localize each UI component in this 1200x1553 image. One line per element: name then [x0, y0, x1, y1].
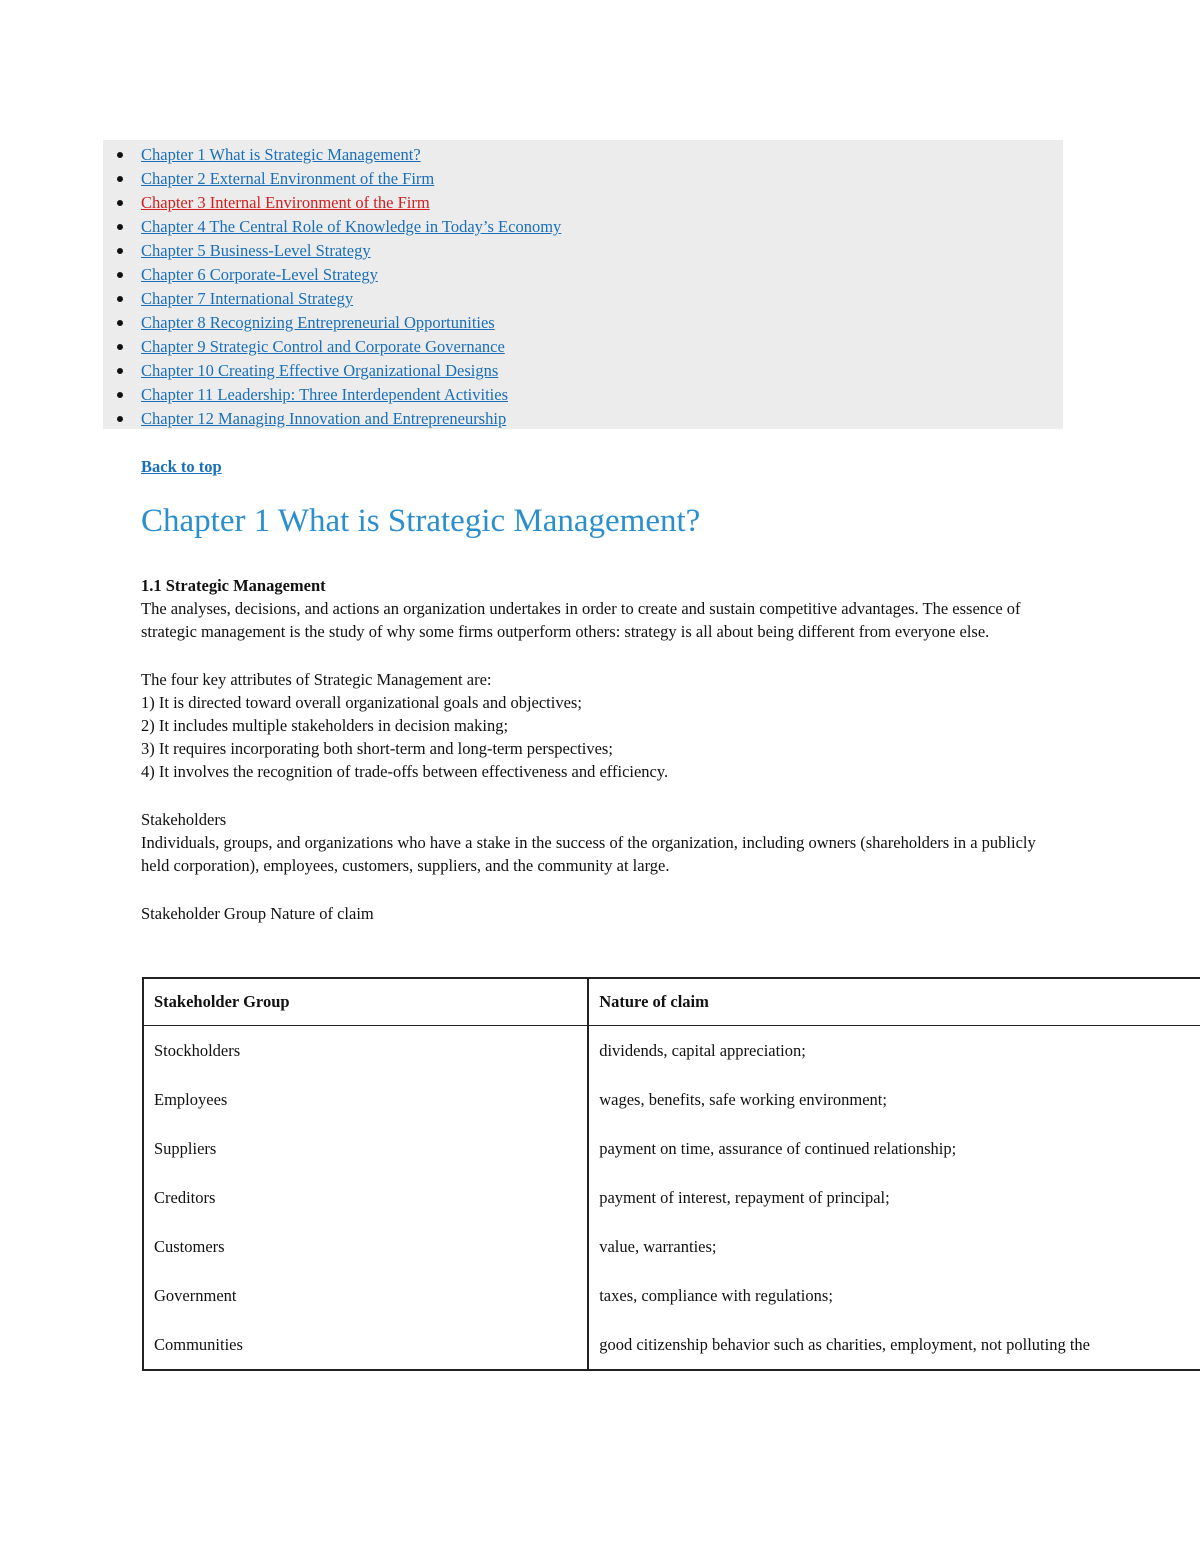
table-row: [143, 1320, 1200, 1370]
toc-item: [103, 408, 1063, 432]
toc-item: [103, 264, 1063, 288]
nature-of-claim-cell: payment of interest, repayment of principal;: [588, 1173, 1200, 1222]
bullet-icon: [117, 224, 123, 230]
spacer: [141, 877, 1051, 902]
stakeholder-table: [142, 977, 1200, 1371]
spacer: [141, 783, 1051, 808]
table-row: [143, 1124, 1200, 1173]
table-caption: Stakeholder Group Nature of claim: [141, 904, 374, 923]
toc-link-chapter-9[interactable]: Chapter 9 Strategic Control and Corporate Governance: [141, 337, 505, 356]
attribute-item: 1) It is directed toward overall organizational goals and objectives;: [141, 693, 582, 712]
stakeholder-group-cell: Creditors: [143, 1173, 588, 1222]
stakeholders-title: Stakeholders: [141, 810, 227, 829]
stakeholder-group-cell: Employees: [143, 1075, 588, 1124]
nature-of-claim-cell: wages, benefits, safe working environment;: [588, 1075, 1200, 1124]
header-stakeholder-group: Stakeholder Group: [143, 978, 588, 1026]
bullet-icon: [117, 392, 123, 398]
toc-link-chapter-2[interactable]: Chapter 2 External Environment of the Firm: [141, 169, 435, 188]
toc-item: [103, 192, 1063, 216]
bullet-icon: [117, 176, 123, 182]
nature-of-claim-cell: dividends, capital appreciation;: [588, 1026, 1200, 1076]
toc-link-chapter-5[interactable]: Chapter 5 Business-Level Strategy: [141, 241, 371, 260]
bullet-icon: [117, 320, 123, 326]
attribute-item: 4) It involves the recognition of trade-offs between effectiveness and efficiency.: [141, 762, 669, 781]
nature-of-claim-cell: value, warranties;: [588, 1222, 1200, 1271]
chapter-title: Chapter 1 What is Strategic Management?: [141, 503, 701, 539]
table-row: [143, 1026, 1200, 1076]
toc-item: [103, 144, 1063, 168]
attribute-item: 3) It requires incorporating both short-term and long-term perspectives;: [141, 739, 613, 758]
bullet-icon: [117, 200, 123, 206]
table-row: [143, 1075, 1200, 1124]
toc-item: [103, 336, 1063, 360]
toc-link-chapter-6[interactable]: Chapter 6 Corporate-Level Strategy: [141, 265, 378, 284]
table-header-row: [143, 978, 1200, 1026]
nature-of-claim-cell: good citizenship behavior such as charities, employment, not polluting the: [588, 1320, 1200, 1370]
toc-link-chapter-4[interactable]: Chapter 4 The Central Role of Knowledge in Today’s Economy: [141, 217, 562, 236]
toc-link-chapter-12[interactable]: Chapter 12 Managing Innovation and Entrepreneurship: [141, 409, 507, 428]
stakeholder-group-cell: Stockholders: [143, 1026, 588, 1076]
spacer: [141, 643, 1051, 668]
toc-link-chapter-10[interactable]: Chapter 10 Creating Effective Organizational Designs: [141, 361, 499, 380]
section-heading: 1.1 Strategic Management: [141, 576, 326, 595]
strategic-management-definition: The analyses, decisions, and actions an organization undertakes in order to create and sustain competitive advantages. The essence of strategic management is the study of why some firms outperform others: strategy is all about being different from everyone else.: [141, 599, 1021, 641]
toc-link-chapter-11[interactable]: Chapter 11 Leadership: Three Interdependent Activities: [141, 385, 508, 404]
stakeholder-group-cell: Government: [143, 1271, 588, 1320]
nature-of-claim-cell: taxes, compliance with regulations;: [588, 1271, 1200, 1320]
header-nature-of-claim: Nature of claim: [588, 978, 1200, 1026]
bullet-icon: [117, 296, 123, 302]
toc-list: [103, 144, 1063, 432]
table-of-contents: [103, 140, 1063, 429]
toc-item: [103, 312, 1063, 336]
toc-link-chapter-3[interactable]: Chapter 3 Internal Environment of the Firm: [141, 193, 430, 212]
bullet-icon: [117, 272, 123, 278]
toc-link-chapter-1[interactable]: Chapter 1 What is Strategic Management?: [141, 145, 421, 164]
toc-item: [103, 288, 1063, 312]
attributes-intro: The four key attributes of Strategic Management are:: [141, 670, 492, 689]
toc-item: [103, 216, 1063, 240]
attribute-item: 2) It includes multiple stakeholders in decision making;: [141, 716, 509, 735]
bullet-icon: [117, 344, 123, 350]
table-row: [143, 1271, 1200, 1320]
chapter-content: [141, 574, 1051, 925]
toc-item: [103, 168, 1063, 192]
table-row: [143, 1222, 1200, 1271]
toc-link-chapter-7[interactable]: Chapter 7 International Strategy: [141, 289, 354, 308]
bullet-icon: [117, 152, 123, 158]
stakeholder-group-cell: Communities: [143, 1320, 588, 1370]
toc-item: [103, 360, 1063, 384]
back-to-top-link[interactable]: Back to top: [141, 457, 222, 476]
nature-of-claim-cell: payment on time, assurance of continued relationship;: [588, 1124, 1200, 1173]
stakeholder-group-cell: Customers: [143, 1222, 588, 1271]
table-row: [143, 1173, 1200, 1222]
toc-item: [103, 384, 1063, 408]
stakeholders-definition: Individuals, groups, and organizations who have a stake in the success of the organization, including owners (shareholders in a publicly held corporation), employees, customers, suppliers, and the community at large.: [141, 833, 1036, 875]
bullet-icon: [117, 368, 123, 374]
bullet-icon: [117, 416, 123, 422]
toc-link-chapter-8[interactable]: Chapter 8 Recognizing Entrepreneurial Opportunities: [141, 313, 495, 332]
bullet-icon: [117, 248, 123, 254]
stakeholder-group-cell: Suppliers: [143, 1124, 588, 1173]
toc-item: [103, 240, 1063, 264]
